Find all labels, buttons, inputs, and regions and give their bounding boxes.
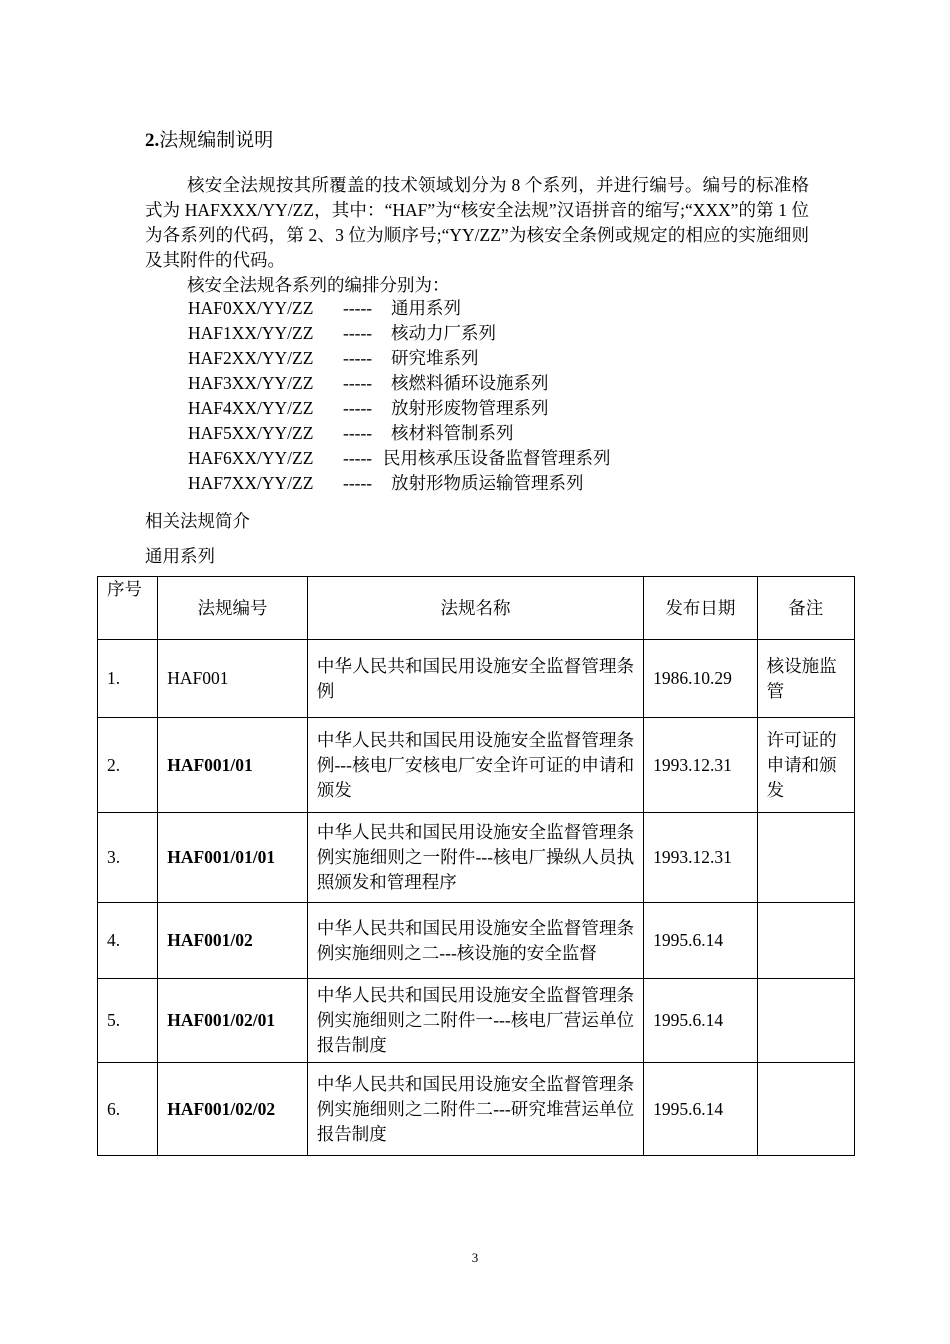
series-dash: ----- <box>343 373 373 393</box>
cell-name: 中华人民共和国民用设施安全监督管理条例实施细则之二附件一---核电厂营运单位报告制度 <box>307 979 643 1063</box>
series-item <box>188 296 611 321</box>
series-intro: 核安全法规各系列的编排分别为： <box>187 275 450 295</box>
intro-block <box>145 173 809 298</box>
section-number: 2. <box>145 130 160 151</box>
header-seq: 序号 <box>98 577 158 640</box>
cell-note <box>757 979 854 1063</box>
series-item <box>188 471 611 496</box>
regulations-table <box>97 576 855 1156</box>
series-name: 核材料管制系列 <box>391 423 514 443</box>
cell-note: 许可证的申请和颁发 <box>757 718 854 813</box>
series-code: HAF4XX/YY/ZZ <box>188 398 314 418</box>
table-row <box>98 640 855 718</box>
header-note: 备注 <box>757 577 854 640</box>
header-date: 发布日期 <box>644 577 757 640</box>
cell-seq: 6. <box>98 1063 158 1156</box>
series-item <box>188 321 611 346</box>
series-name: 研究堆系列 <box>391 348 479 368</box>
series-item <box>188 346 611 371</box>
series-code: HAF1XX/YY/ZZ <box>188 323 314 343</box>
cell-date: 1995.6.14 <box>644 1063 757 1156</box>
series-name: 放射形物质运输管理系列 <box>391 473 584 493</box>
series-name: 民用核承压设备监督管理系列 <box>383 448 611 468</box>
cell-date: 1986.10.29 <box>644 640 757 718</box>
cell-seq: 4. <box>98 903 158 979</box>
series-dash: ----- <box>343 423 373 443</box>
cell-date: 1995.6.14 <box>644 903 757 979</box>
series-item <box>188 371 611 396</box>
cell-name: 中华人民共和国民用设施安全监督管理条例 <box>307 640 643 718</box>
cell-seq: 1. <box>98 640 158 718</box>
series-code: HAF0XX/YY/ZZ <box>188 298 314 318</box>
cell-note: 核设施监管 <box>757 640 854 718</box>
cell-code: HAF001/01/01 <box>158 813 308 903</box>
cell-seq: 3. <box>98 813 158 903</box>
cell-name: 中华人民共和国民用设施安全监督管理条例实施细则之一附件---核电厂操纵人员执照颁发和管理程序 <box>307 813 643 903</box>
series-dash: ----- <box>343 298 373 318</box>
section-label: 相关法规简介 <box>145 511 250 531</box>
cell-seq: 5. <box>98 979 158 1063</box>
series-code: HAF3XX/YY/ZZ <box>188 373 314 393</box>
cell-note <box>757 813 854 903</box>
cell-seq: 2. <box>98 718 158 813</box>
cell-name: 中华人民共和国民用设施安全监督管理条例---核电厂安核电厂安全许可证的申请和颁发 <box>307 718 643 813</box>
series-code: HAF6XX/YY/ZZ <box>188 448 314 468</box>
cell-name: 中华人民共和国民用设施安全监督管理条例实施细则之二附件二---研究堆营运单位报告制度 <box>307 1063 643 1156</box>
cell-code: HAF001/02/02 <box>158 1063 308 1156</box>
cell-code: HAF001/02 <box>158 903 308 979</box>
series-name: 核燃料循环设施系列 <box>391 373 549 393</box>
series-name: 核动力厂系列 <box>391 323 496 343</box>
table-row <box>98 813 855 903</box>
table-row <box>98 979 855 1063</box>
intro-paragraph: 核安全法规按其所覆盖的技术领域划分为 8 个系列，并进行编号。编号的标准格式为 HAFXXX/YY/ZZ，其中：“HAF”为“核安全法规”汉语拼音的缩写;“XXX”的第 1 位为各系列的代码，第 2、3 位为顺序号;“YY/ZZ”为核安全条例或规定的相应的实施细则及其附件的代码。 <box>145 175 809 270</box>
series-dash: ----- <box>343 448 373 468</box>
series-dash: ----- <box>343 398 373 418</box>
series-dash: ----- <box>343 348 373 368</box>
cell-code: HAF001/02/01 <box>158 979 308 1063</box>
header-code: 法规编号 <box>158 577 308 640</box>
cell-code: HAF001/01 <box>158 718 308 813</box>
series-item <box>188 446 611 471</box>
cell-date: 1993.12.31 <box>644 813 757 903</box>
series-code: HAF5XX/YY/ZZ <box>188 423 314 443</box>
series-dash: ----- <box>343 323 373 343</box>
series-dash: ----- <box>343 473 373 493</box>
cell-note <box>757 1063 854 1156</box>
series-list <box>188 296 611 496</box>
series-code: HAF7XX/YY/ZZ <box>188 473 314 493</box>
cell-date: 1993.12.31 <box>644 718 757 813</box>
series-code: HAF2XX/YY/ZZ <box>188 348 314 368</box>
series-name: 放射形废物管理系列 <box>391 398 549 418</box>
series-item <box>188 421 611 446</box>
header-name: 法规名称 <box>307 577 643 640</box>
page-number: 3 <box>471 1250 479 1265</box>
table-row <box>98 1063 855 1156</box>
series-item <box>188 396 611 421</box>
series-name: 通用系列 <box>391 298 461 318</box>
table-header-row <box>98 577 855 640</box>
table-row <box>98 903 855 979</box>
cell-name: 中华人民共和国民用设施安全监督管理条例实施细则之二---核设施的安全监督 <box>307 903 643 979</box>
subsection-label: 通用系列 <box>145 546 215 566</box>
cell-code: HAF001 <box>158 640 308 718</box>
section-title: 法规编制说明 <box>159 130 274 151</box>
cell-note <box>757 903 854 979</box>
table-row <box>98 718 855 813</box>
cell-date: 1995.6.14 <box>644 979 757 1063</box>
section-heading <box>145 127 273 155</box>
